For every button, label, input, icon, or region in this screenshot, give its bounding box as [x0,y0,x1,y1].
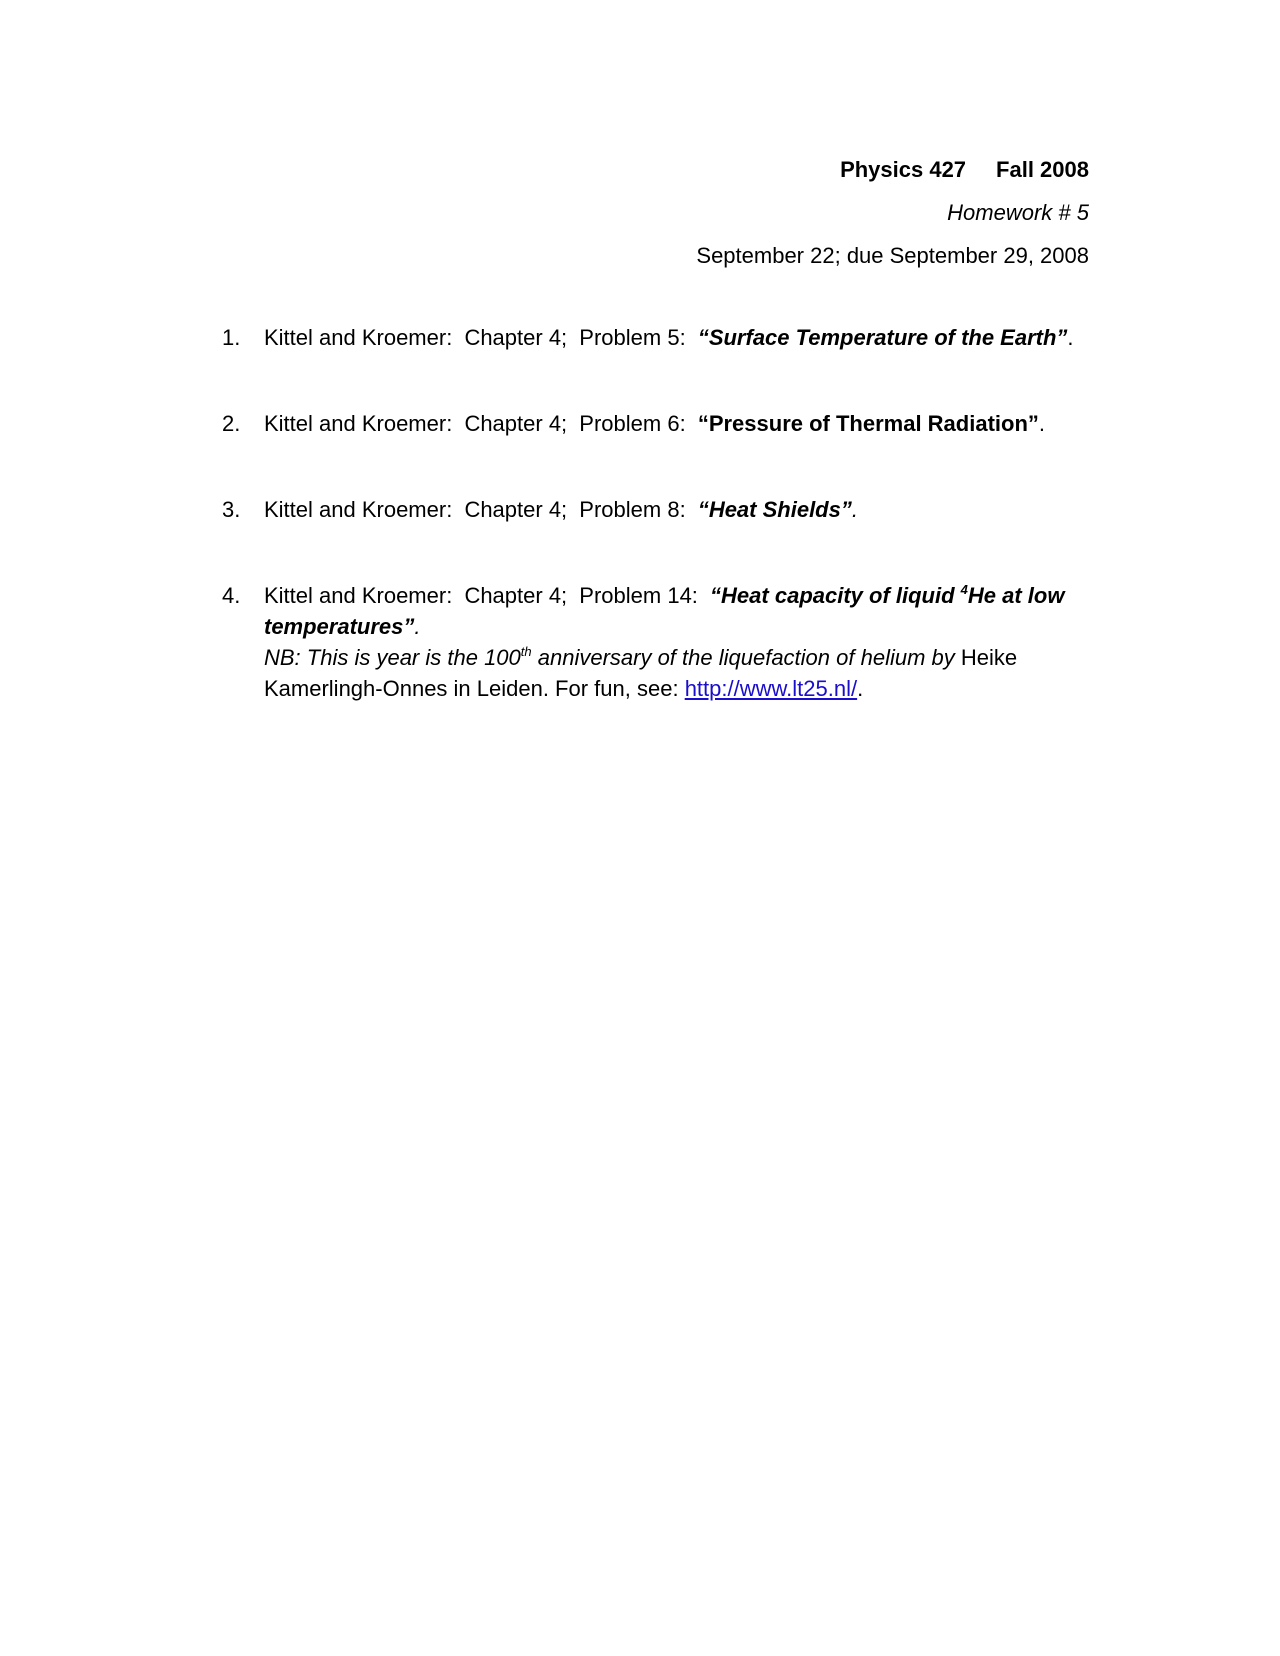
course-line [389,148,1089,191]
problem-note [264,645,1017,701]
problem-number: 2. [222,411,241,436]
note-end: . [857,676,864,701]
problem-number: 1. [222,325,241,350]
term: Fall 2008 [996,157,1089,182]
problem-ref: Problem 5: [579,325,686,350]
superscript: 4 [960,582,968,597]
note-text: anniversary of the liquefaction of helium by [531,645,955,670]
problem-chapter: Chapter 4; [464,583,568,608]
problem-ref: Problem 6: [579,411,686,436]
problem-title-part: He at low temperatures” [264,583,1065,639]
problem-chapter: Chapter 4; [464,411,568,436]
note-text: Heike Kamerlingh-Onnes in Leiden. For fun, see: [264,645,1018,701]
problem-source: Kittel and Kroemer: [264,325,453,350]
problem-item [222,408,1102,439]
problem-end: . [1067,325,1074,350]
problem-title: “Surface Temperature of the Earth” [697,325,1068,350]
problem-title: “Pressure of Thermal Radiation” [697,411,1039,436]
problem-item [222,580,1102,704]
homework-title: Homework # 5 [947,200,1089,225]
document-header [389,148,1089,277]
problem-number: 3. [222,497,241,522]
problem-item [222,322,1102,353]
problem-chapter: Chapter 4; [464,325,568,350]
problem-source: Kittel and Kroemer: [264,583,453,608]
superscript: th [520,644,532,659]
problem-title-part: “Heat capacity of liquid [710,583,961,608]
problem-item [222,494,1102,525]
problem-number: 4. [222,583,241,608]
lt25-link[interactable]: http://www.lt25.nl/ [684,676,858,701]
problem-end: . [414,614,421,639]
problem-title: “Heat Shields” [697,497,852,522]
problem-chapter: Chapter 4; [464,497,568,522]
problem-list [222,322,1102,759]
problem-end: . [851,497,858,522]
course-name: Physics 427 [840,157,967,182]
problem-ref: Problem 14: [579,583,698,608]
problem-source: Kittel and Kroemer: [264,497,453,522]
due-dates: September 22; due September 29, 2008 [696,243,1089,268]
problem-ref: Problem 8: [579,497,686,522]
problem-source: Kittel and Kroemer: [264,411,453,436]
problem-end: . [1038,411,1046,436]
note-text: NB: This is year is the 100 [264,645,521,670]
